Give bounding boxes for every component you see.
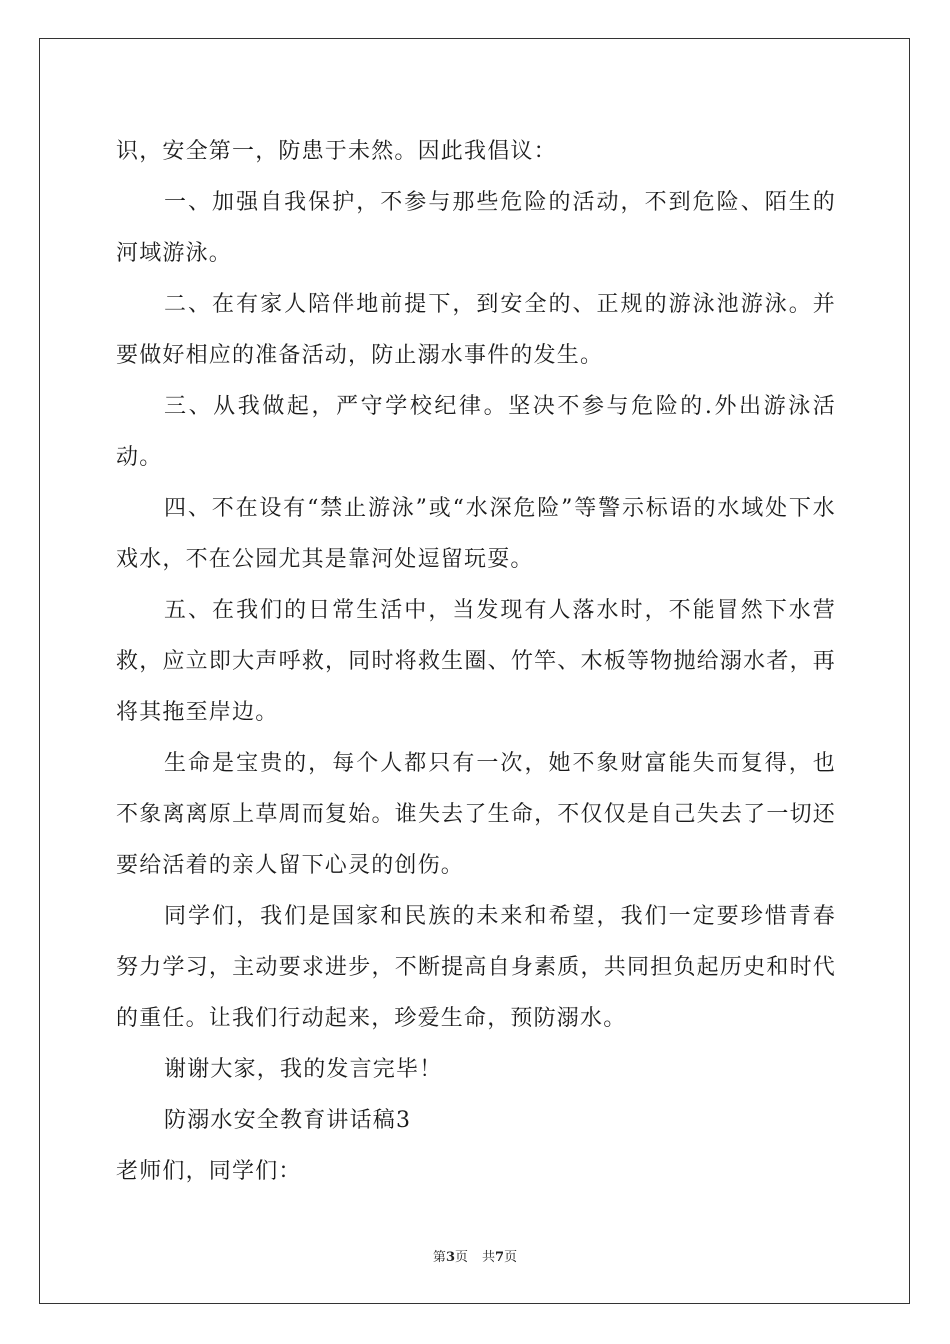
paragraph: 同学们，我们是国家和民族的未来和希望，我们一定要珍惜青春努力学习，主动要求进步，不断提高自身素质，共同担负起历史和时代的重任。让我们行动起来，珍爱生命，预防溺水。 bbox=[116, 904, 836, 1031]
paragraph: 二、在有家人陪伴地前提下，到安全的、正规的游泳池游泳。并要做好相应的准备活动，防止溺水事件的发生。 bbox=[116, 292, 836, 368]
paragraph: 一、加强自我保护，不参与那些危险的活动，不到危险、陌生的河域游泳。 bbox=[116, 190, 836, 266]
page-footer bbox=[0, 1246, 950, 1265]
paragraph: 谢谢大家，我的发言完毕！ bbox=[164, 1057, 443, 1082]
paragraph: 四、不在设有“禁止游泳”或“水深危险”等警示标语的水域处下水戏水，不在公园尤其是靠河处逗留玩耍。 bbox=[116, 496, 836, 572]
paragraph: 五、在我们的日常生活中，当发现有人落水时，不能冒然下水营救，应立即大声呼救，同时将救生圈、竹竿、木板等物抛给溺水者，再将其拖至岸边。 bbox=[116, 598, 836, 725]
current-page-number: 3 bbox=[445, 1250, 455, 1265]
total-pages-number: 7 bbox=[495, 1250, 505, 1265]
document-body bbox=[116, 126, 836, 1197]
salutation: 老师们，同学们： bbox=[116, 1159, 302, 1184]
paragraph: 识，安全第一，防患于未然。因此我倡议： bbox=[116, 139, 557, 164]
paragraph: 三、从我做起，严守学校纪律。坚决不参与危险的.外出游泳活动。 bbox=[116, 394, 836, 470]
paragraph: 生命是宝贵的，每个人都只有一次，她不象财富能失而复得，也不象离离原上草周而复始。谁失去了生命，不仅仅是自己失去了一切还要给活着的亲人留下心灵的创伤。 bbox=[116, 751, 836, 878]
footer-total-suffix: 页 bbox=[504, 1250, 518, 1265]
footer-prefix: 第 bbox=[432, 1250, 446, 1265]
section-heading: 防溺水安全教育讲话稿3 bbox=[164, 1108, 412, 1133]
footer-page-word: 页 bbox=[454, 1250, 468, 1265]
footer-total-prefix: 共 bbox=[482, 1250, 496, 1265]
